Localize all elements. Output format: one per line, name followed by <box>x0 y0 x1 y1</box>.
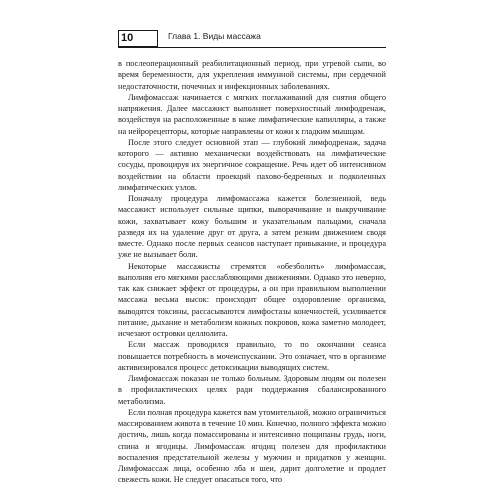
paragraph: Некоторые массажисты стремятся «обезболить» лимфомассаж, выполняя его мягкими расслабляющими движениями. Однако это неверно, так как снижает эффект от процедуры, а он при правильном выполнении массажа весьма высок: происходит общее оздоровление организма, выводятся токсины, рассасываются лимфостазы конечностей, усиливается питание, дыхание и метаболизм кожных покровов, кожа заметно молодеет, исчезают островки целлюлита. <box>118 261 386 338</box>
paragraph: в послеоперационный реабилитационный период, при угревой сыпи, во время беременности, для укрепления иммунной системы, при сердечной недостаточности, почечных и инфекционных заболеваниях. <box>118 59 386 91</box>
body-text <box>118 58 386 486</box>
paragraph: Если полная процедура кажется вам утомительной, можно ограничиться массированием живота в течение 10 мин. Конечно, полного эффекта можно достичь, лишь когда помассированы и интенсивно пощипаны грудь, ноги, спина и ягодицы. Лимфомассаж ягодиц полезен для профилактики воспаления предстательной железы у мужчин и придатков у женщин. Лимфомассаж лица, особенно лба и шеи, дарит долголетие и продлет свежесть кожи. Не следует опасаться того, что <box>118 407 386 485</box>
paragraph: Поначалу процедура лимфомассажа кажется болезненной, ведь массажист использует сильные щипки, выворачивание и выкручивание кожи, захватывает кожу большим и указательным пальцами, сначала разведя их на удаление друг от друга, а затем резким движением сводя вместе. Однако после первых сеансов наступает привыкание, и процедура уже не вызывает боли. <box>118 194 386 260</box>
chapter-title: Глава 1. Виды массажа <box>168 31 261 41</box>
paragraph: Лимфомассаж показан не только больным. Здоровым людям он полезен в профилактических целях ради поддержания сбалансированного метаболизма. <box>118 374 386 406</box>
paragraph: После этого следует основной этап — глубокий лимфодренаж, задача которого — активно механически воздействовать на лимфатические сосуды, провоцируя их энергичное сокращение. Речь идет об интенсивном воздействии на области проекций пахово-бедренных и подколенных лимфатических узлов. <box>118 137 386 192</box>
page-header <box>118 30 386 48</box>
paragraph: Если массаж проводился правильно, то по окончании сеанса повышается потребность в мочеиспускании. Это означает, что в организме активизировался процесс детоксикации выводящих систем. <box>118 340 386 372</box>
paragraph: Лимфомассаж начинается с мягких поглаживаний для снятия общего напряжения. Далее массажист выполняет поверхностный лимфодренаж, воздействуя на расположенные в коже лимфатические капилляры, а также на нейрорецепторы, которые направлены от кожи к гладким мышцам. <box>118 92 386 136</box>
page-number: 10 <box>118 30 158 47</box>
